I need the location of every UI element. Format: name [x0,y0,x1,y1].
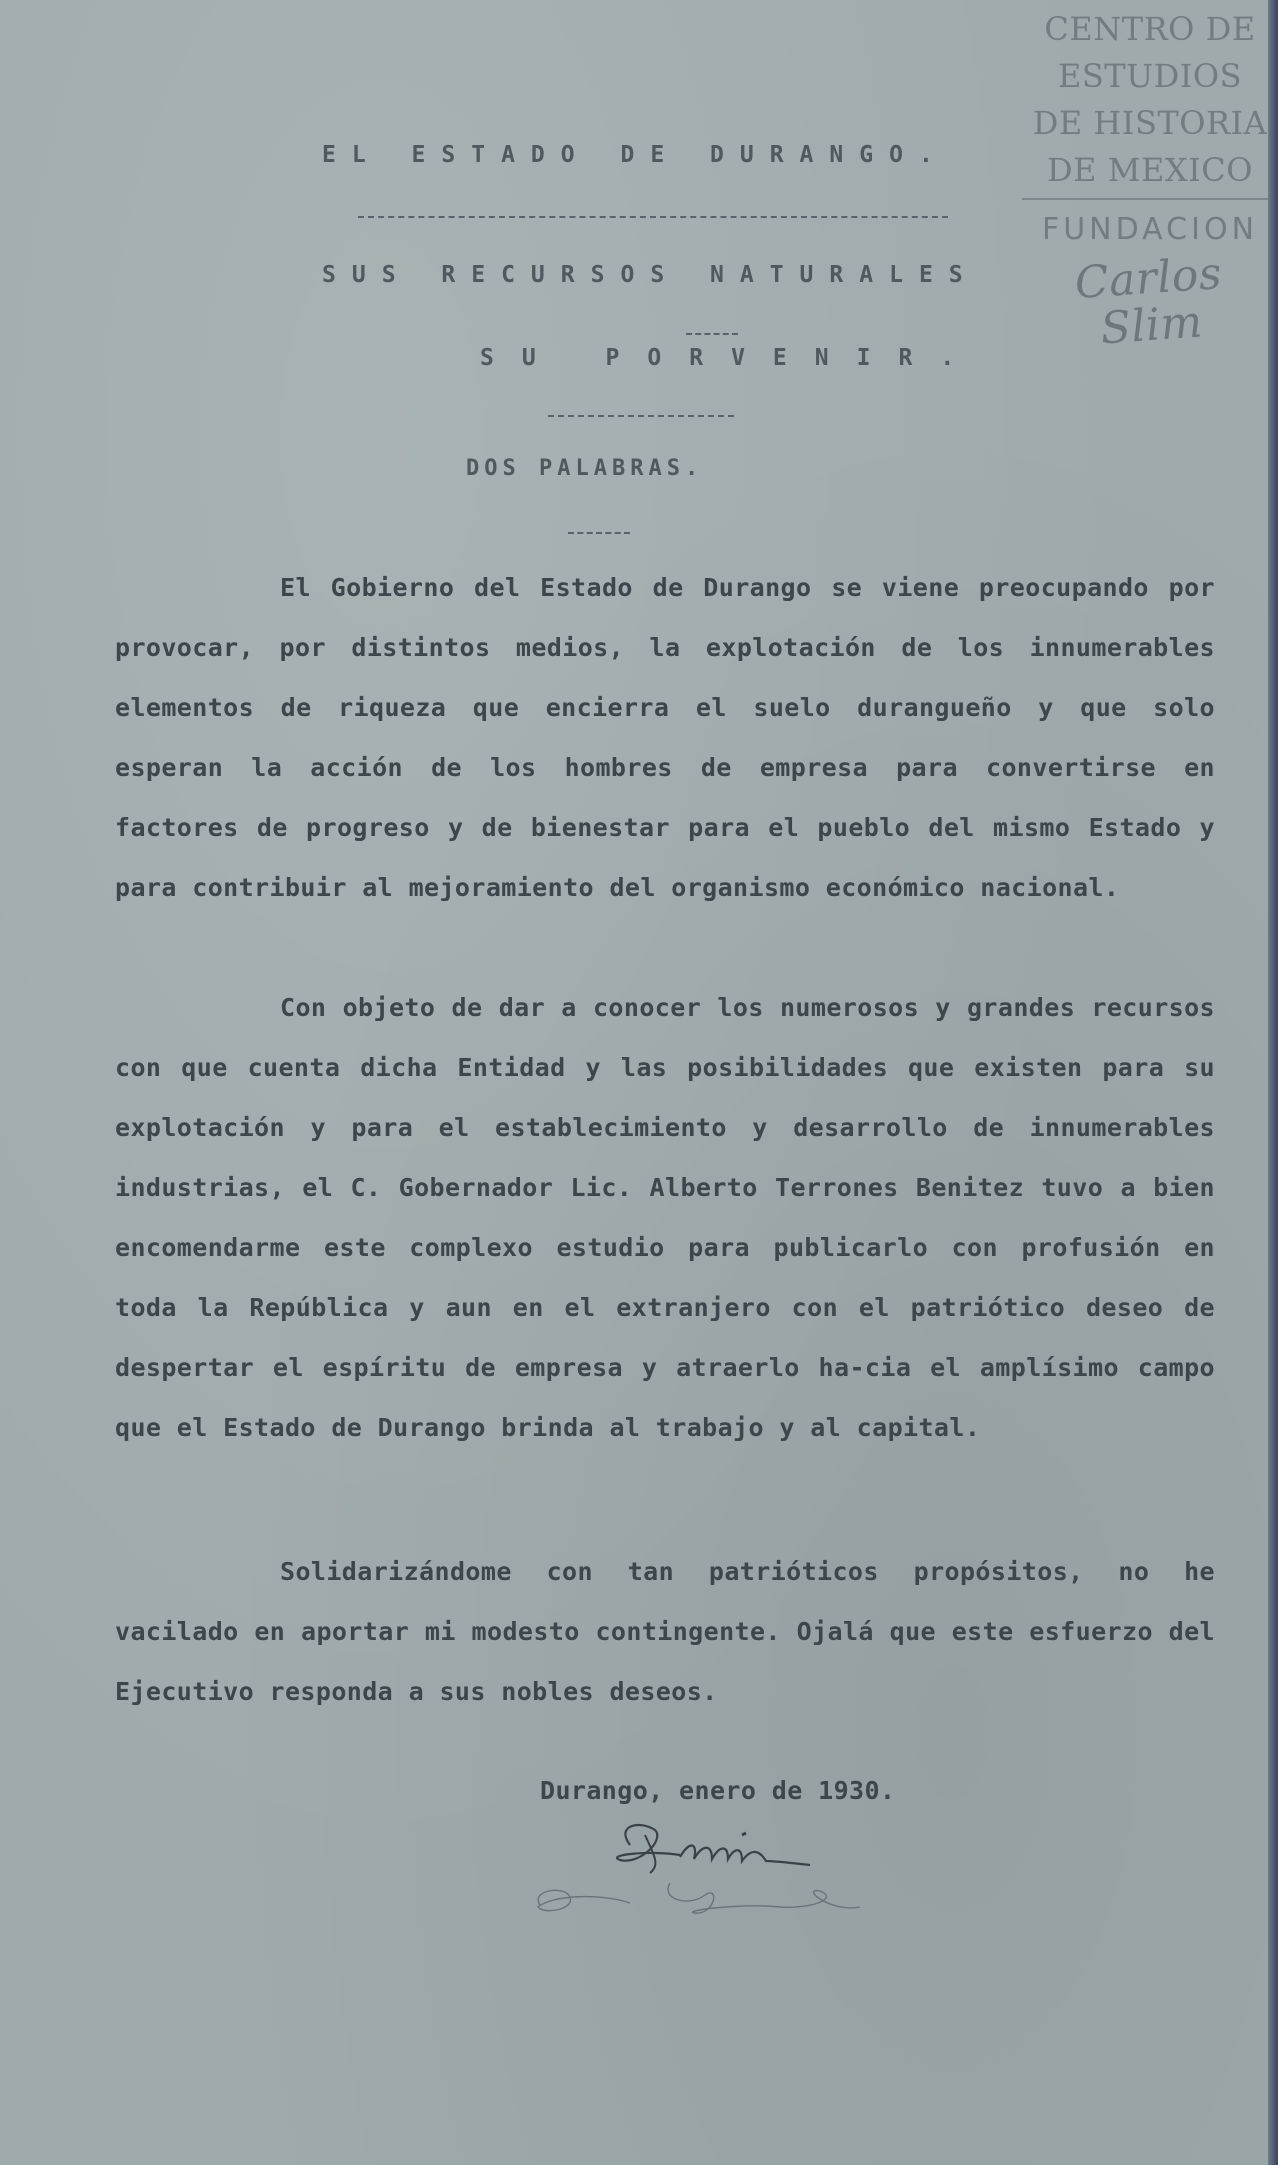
paragraph-text: Con objeto de dar a conocer los numerosos y grandes recursos con que cuenta dicha Entidad y las posibilidades que existen para su explotación y para el establecimiento y desarrollo de innumerables industrias, el C. Gobernador Lic. Alberto Terrones Benitez tuvo a bien encomendarme este complexo estudio para publicarlo con profusión en toda la República y aun en el extranjero con el patriótico deseo de despertar el espíritu de empresa y atraerlo ha-cia el amplísimo campo que el Estado de Durango brinda al trabajo y al capital. [115,993,1215,1442]
title-underline [358,216,948,218]
dateline: Durango, enero de 1930. [540,1776,896,1805]
watermark-divider [1022,198,1278,200]
watermark-foundation: FUNDACION [1041,212,1259,247]
handwritten-signature [480,1795,930,1955]
watermark-signature: Carlos Slim [1073,247,1224,355]
section-heading: DOS PALABRAS. [466,456,704,481]
heading-dash [568,532,630,534]
subtitle-underline [548,415,734,417]
subtitle-dash [686,333,738,335]
scanner-edge [1268,0,1278,2165]
watermark-line-2: ESTUDIOS [1057,57,1243,95]
document-subtitle: SUS RECURSOS NATURALES [322,262,979,288]
archive-watermark [1022,6,1278,355]
watermark-line-3: DE HISTORIA [1032,104,1268,142]
document-title: EL ESTADO DE DURANGO. [322,142,949,168]
paragraph-3 [115,1542,1215,1722]
paragraph-text: Solidarizándome con tan patrióticos propósitos, no he vacilado en aportar mi modesto contingente. Ojalá que este esfuerzo del Ejecutivo responda a sus nobles deseos. [115,1557,1215,1706]
paragraph-2 [115,978,1215,1458]
watermark-line-4: DE MEXICO [1047,151,1253,189]
document-subtitle-2: SU PORVENIR. [480,345,983,371]
paragraph-text: El Gobierno del Estado de Durango se viene preocupando por provocar, por distintos medios, la explotación de los innumerables elementos de riqueza que encierra el suelo duranguеño y que solo esperan la acción de los hombres de empresa para convertirse en factores de progreso y de bienestar para el pueblo del mismo Estado y para contribuir al mejoramiento del organismo económico nacional. [115,573,1215,902]
paragraph-1 [115,558,1215,918]
watermark-line-1: CENTRO DE [1044,10,1256,48]
